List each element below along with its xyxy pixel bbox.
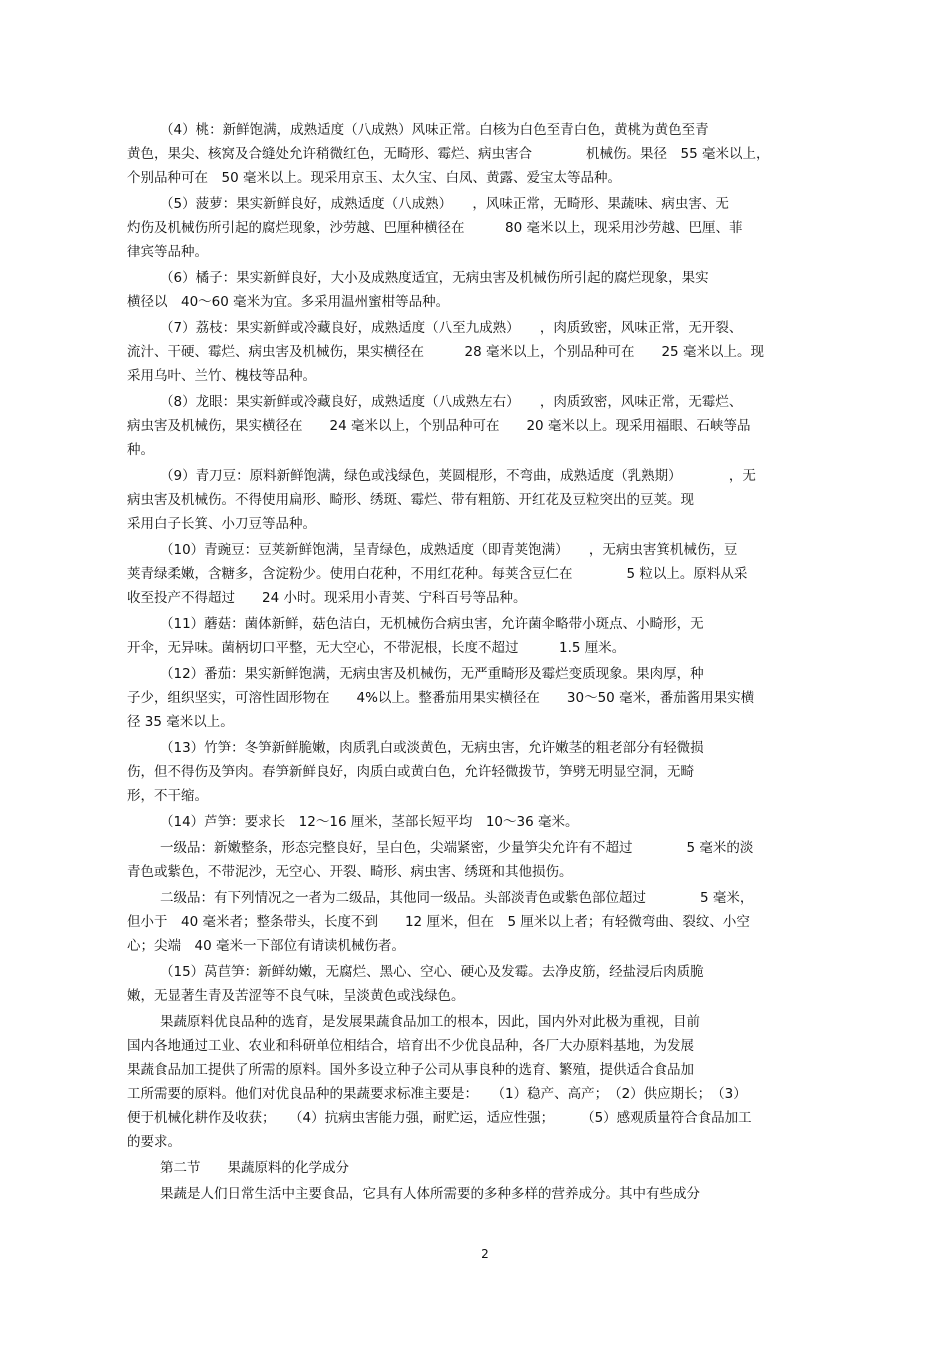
- text-line: 果蔬原料优良品种的选育，是发展果蔬食品加工的根本，因此，国内外对此极为重视，目前: [160, 1014, 700, 1030]
- text-line: 采用乌叶、兰竹、槐枝等品种。: [127, 368, 316, 384]
- text-line: 但小于 40 毫米者；整条带头，长度不到 12 厘米，但在 5 厘米以上者；有轻微弯曲、裂纹、小空: [127, 914, 750, 930]
- text-line: （11）蘑菇：菌体新鲜，菇色洁白，无机械伤合病虫害，允许菌伞略带小斑点、小畸形，无: [160, 616, 704, 632]
- section-heading: 第二节 果蔬原料的化学成分: [160, 1160, 349, 1176]
- text-line: 种。: [127, 442, 154, 458]
- text-line: 病虫害及机械伤，果实横径在 24 毫米以上，个别品种可在 20 毫米以上。现采用福眼、石峡等品: [127, 418, 751, 434]
- text-line: 形，不干缩。: [127, 788, 208, 804]
- text-line: 径 35 毫米以上。: [127, 714, 234, 730]
- text-line: 开伞，无异味。菌柄切口平整，无大空心，不带泥根，长度不超过 1.5 厘米。: [127, 640, 626, 656]
- text-line: （8）龙眼：果实新鲜或冷藏良好，成熟适度（八成熟左右） ，肉质致密，风味正常，无霉烂、: [160, 394, 743, 410]
- text-line: 果蔬是人们日常生活中主要食品，它具有人体所需要的多种多样的营养成分。其中有些成分: [160, 1186, 700, 1202]
- text-line: （5）菠萝：果实新鲜良好，成熟适度（八成熟） ，风味正常，无畸形、果蔬味、病虫害、无: [160, 196, 729, 212]
- text-line: 伤，但不得伤及笋肉。春笋新鲜良好，肉质白或黄白色，允许轻微拨节，笋劈无明显空洞，无畸: [127, 764, 694, 780]
- text-line: 灼伤及机械伤所引起的腐烂现象，沙劳越、巴厘种横径在 80 毫米以上，现采用沙劳越、巴厘、菲: [127, 220, 743, 236]
- text-line: （4）桃：新鲜饱满，成熟适度（八成熟）风味正常。白核为白色至青白色，黄桃为黄色至青: [160, 122, 709, 138]
- text-line: 青色或紫色，不带泥沙，无空心、开裂、畸形、病虫害、绣斑和其他损伤。: [127, 864, 573, 880]
- text-line: 黄色，果尖、核窝及合缝处允许稍微红色，无畸形、霉烂、病虫害合 机械伤。果径 55 毫米以上，: [127, 146, 770, 162]
- text-line: 国内各地通过工业、农业和科研单位相结合，培育出不少优良品种，各厂大办原料基地，为发展: [127, 1038, 694, 1054]
- text-line: 二级品：有下列情况之一者为二级品，其他同一级品。头部淡青色或紫色部位超过 5 毫米，: [160, 890, 754, 906]
- text-line: 便于机械化耕作及收获； （4）抗病虫害能力强，耐贮运，适应性强； （5）感观质量符合食品加工: [127, 1110, 752, 1126]
- text-line: 果蔬食品加工提供了所需的原料。国外多设立种子公司从事良种的选育、繁殖，提供适合食品加: [127, 1062, 694, 1078]
- text-line: 采用白子长箕、小刀豆等品种。: [127, 516, 316, 532]
- text-line: 一级品：新嫩整条，形态完整良好，呈白色，尖端紧密，少量笋尖允许有不超过 5 毫米的淡: [160, 840, 754, 856]
- text-line: 的要求。: [127, 1134, 181, 1150]
- text-line: （13）竹笋：冬笋新鲜脆嫩，肉质乳白或淡黄色，无病虫害，允许嫩茎的粗老部分有轻微损: [160, 740, 704, 756]
- text-line: （6）橘子：果实新鲜良好，大小及成熟度适宜，无病虫害及机械伤所引起的腐烂现象，果实: [160, 270, 709, 286]
- text-line: （14）芦笋：要求长 12～16 厘米，茎部长短平均 10～36 毫米。: [160, 814, 579, 830]
- text-line: 横径以 40～60 毫米为宜。多采用温州蜜柑等品种。: [127, 294, 450, 310]
- text-line: 心；尖端 40 毫米一下部位有请读机械伤者。: [127, 938, 405, 954]
- text-line: 律宾等品种。: [127, 244, 208, 260]
- text-line: 病虫害及机械伤。不得使用扁形、畸形、绣斑、霉烂、带有粗筋、开红花及豆粒突出的豆荚。现: [127, 492, 694, 508]
- text-line: 嫩，无显著生青及苦涩等不良气味，呈淡黄色或浅绿色。: [127, 988, 465, 1004]
- text-line: 个别品种可在 50 毫米以上。现采用京玉、太久宝、白凤、黄露、爱宝太等品种。: [127, 170, 621, 186]
- text-line: 荚青绿柔嫩，含糖多，含淀粉少。使用白花种，不用红花种。每荚含豆仁在 5 粒以上。原料从采: [127, 566, 748, 582]
- text-line: 流汁、干硬、霉烂、病虫害及机械伤，果实横径在 28 毫米以上，个别品种可在 25 毫米以上。现: [127, 344, 764, 360]
- text-line: 收至投产不得超过 24 小时。现采用小青荚、宁科百号等品种。: [127, 590, 527, 606]
- text-line: （10）青豌豆：豆荚新鲜饱满，呈青绿色，成熟适度（即青荚饱满） ，无病虫害箕机械伤，豆: [160, 542, 738, 558]
- text-line: （9）青刀豆：原料新鲜饱满，绿色或浅绿色，荚圆棍形，不弯曲，成熟适度（乳熟期） ，无: [160, 468, 756, 484]
- text-line: （15）莴苣笋：新鲜幼嫩，无腐烂、黑心、空心、硬心及发霉。去净皮筋，经盐浸后肉质脆: [160, 964, 704, 980]
- text-line: （7）荔枝：果实新鲜或冷藏良好，成熟适度（八至九成熟） ，肉质致密，风味正常，无开裂、: [160, 320, 743, 336]
- page-number: 2: [481, 1247, 489, 1261]
- text-line: 子少，组织坚实，可溶性固形物在 4%以上。整番茄用果实横径在 30～50 毫米，番茄酱用果实横: [127, 690, 755, 706]
- text-line: （12）番茄：果实新鲜饱满，无病虫害及机械伤，无严重畸形及霉烂变质现象。果肉厚，种: [160, 666, 704, 682]
- text-line: 工所需要的原料。他们对优良品种的果蔬要求标准主要是： （1）稳产、高产； （2）供应期长； （3）: [127, 1086, 747, 1102]
